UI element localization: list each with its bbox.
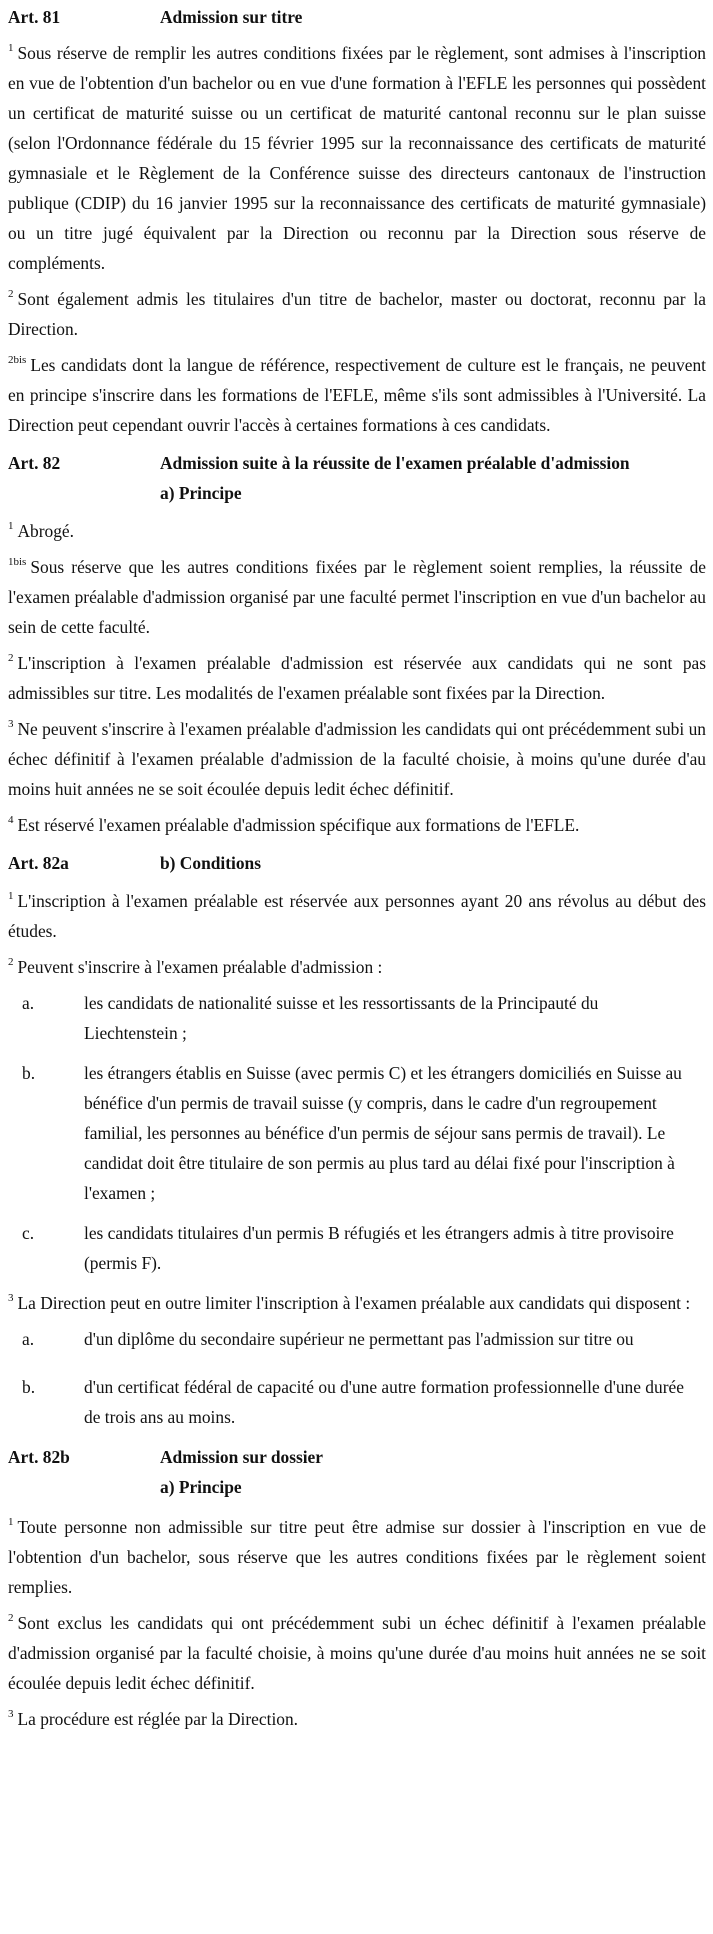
paragraph-number: 1 [8,520,14,533]
list-text: les candidats titulaires d'un permis B réfugiés et les étrangers admis à titre provisoire (permis F). [84,1223,674,1273]
paragraph: $^2$ Sont exclus les candidats qui ont précédemment subi un échec définitif à l'examen préalable d'admission organisé par la faculté choisie, à moins qu'une durée d'au moins huit années ne se soit écoulée depuis ledit échec définitif. [8,1612,706,1693]
paragraph: $^2$ Sont également admis les titulaires d'un titre de bachelor, master ou doctorat, reconnu par la Direction. [8,288,706,339]
paragraph-number: 2 [8,288,14,301]
paragraph-number: 2 [8,652,14,665]
paragraph: $^1$ Sous réserve de remplir les autres conditions fixées par le règlement, sont admises à l'inscription en vue de l'obtention d'un bachelor ou en vue d'une formation à l'EFLE les personnes qui possèdent un certificat de maturité suisse ou un certificat de maturité cantonal reconnu sur le plan suisse (selon l'Ordonnance fédérale du 15 février 1995 sur la reconnaissance des certificats de maturité gymnasiale et le Règlement de la Conférence suisse des directeurs cantonaux de l'instruction publique (CDIP) du 16 janvier 1995 sur la reconnaissance des certificats de maturité gymnasiale) ou un titre jugé équivalent par la Direction ou reconnu par la Direction sous réserve de compléments. [8,42,706,273]
list-letter: b. [22,1377,36,1397]
list-text: d'un diplôme du secondaire supérieur ne permettant pas l'admission sur titre ou [84,1329,634,1349]
article-number: Art. 81 [8,7,61,27]
article-number: Art. 82 [8,453,61,473]
paragraph-number: 2bis [8,354,27,367]
paragraph: $^4$ Est réservé l'examen préalable d'admission spécifique aux formations de l'EFLE. [8,814,580,835]
list-letter: c. [22,1223,35,1243]
list-item [8,1324,706,1354]
list-letter: b. [22,1063,36,1083]
list-text: d'un certificat fédéral de capacité ou d'une autre formation professionnelle d'une durée de trois ans au moins. [84,1377,684,1427]
article-title: Admission sur dossier a) Principe [160,1447,323,1497]
list-letter: a. [22,993,35,1013]
paragraph: $^3$ La Direction peut en outre limiter l'inscription à l'examen préalable aux candidats qui disposent : [8,1292,691,1313]
paragraph-number: 1 [8,42,14,55]
article-81 [8,2,706,440]
paragraph-number: 3 [8,1708,14,1721]
paragraph: $^1$ L'inscription à l'examen préalable est réservée aux personnes ayant 20 ans révolus au début des études. [8,890,706,941]
article-title: b) Conditions [160,853,261,873]
article-number: Art. 82a [8,853,69,873]
list-text: les candidats de nationalité suisse et les ressortissants de la Principauté du Liechtenstein ; [84,993,599,1043]
paragraph: $^1$ Abrogé. [8,520,75,541]
paragraph: $^2$ Peuvent s'inscrire à l'examen préalable d'admission : [8,956,383,977]
paragraph: $^3$ La procédure est réglée par la Direction. [8,1708,299,1729]
eligibility-list [8,988,706,1278]
paragraph-number: 3 [8,1292,14,1305]
list-item [8,988,706,1048]
paragraph-number: 4 [8,814,14,827]
article-82a [8,848,706,1432]
article-title: Admission sur titre [160,7,303,27]
article-heading [8,2,706,32]
article-heading [8,448,706,508]
article-82 [8,448,706,840]
article-heading [8,1442,706,1502]
paragraph: $^2$ L'inscription à l'examen préalable d'admission est réservée aux candidats qui ne sont pas admissibles sur titre. Les modalités de l'examen préalable sont fixées par la Direction. [8,652,706,703]
article-heading [8,848,706,878]
list-item [8,1218,706,1278]
list-item [8,1372,706,1432]
paragraph-number: 1 [8,1516,14,1529]
article-82b [8,1442,706,1734]
paragraph: $^{2bis}$ Les candidats dont la langue de référence, respectivement de culture est le français, ne peuvent en principe s'inscrire dans les formations de l'EFLE, même s'ils sont admissibles à l'Université. La Direction peut cependant ouvrir l'accès à certaines formations à ces candidats. [8,354,706,435]
list-text: les étrangers établis en Suisse (avec permis C) et les étrangers domiciliés en Suisse au bénéfice d'un permis de travail suisse (y compris, dans le cadre d'un regroupement familial, les personnes au bénéfice d'un permis de séjour sans permis de travail). Le candidat doit être titulaire de son permis au plus tard au délai fixé pour l'inscription à l'examen ; [84,1063,682,1203]
article-number: Art. 82b [8,1447,70,1467]
paragraph: $^1$ Toute personne non admissible sur titre peut être admise sur dossier à l'inscription en vue de l'obtention d'un bachelor, sous réserve que les autres conditions fixées par le règlement soient remplies. [8,1516,706,1597]
paragraph: $^{1bis}$ Sous réserve que les autres conditions fixées par le règlement soient remplies, la réussite de l'examen préalable d'admission organisé par une faculté permet l'inscription en vue d'un bachelor au sein de cette faculté. [8,556,706,637]
paragraph-number: 3 [8,718,14,731]
article-title: Admission suite à la réussite de l'examen préalable d'admission a) Principe [160,453,630,503]
list-item [8,1058,706,1208]
paragraph-number: 2 [8,956,14,969]
regulation-page [0,2,713,1734]
list-letter: a. [22,1329,35,1349]
paragraph-number: 1 [8,890,14,903]
diploma-list [8,1324,706,1432]
paragraph: $^3$ Ne peuvent s'inscrire à l'examen préalable d'admission les candidats qui ont précédemment subi un échec définitif à l'examen préalable d'admission de la faculté choisie, à moins qu'une durée d'au moins huit années ne se soit écoulée depuis ledit échec définitif. [8,718,706,799]
paragraph-number: 1bis [8,556,27,569]
paragraph-number: 2 [8,1612,14,1625]
